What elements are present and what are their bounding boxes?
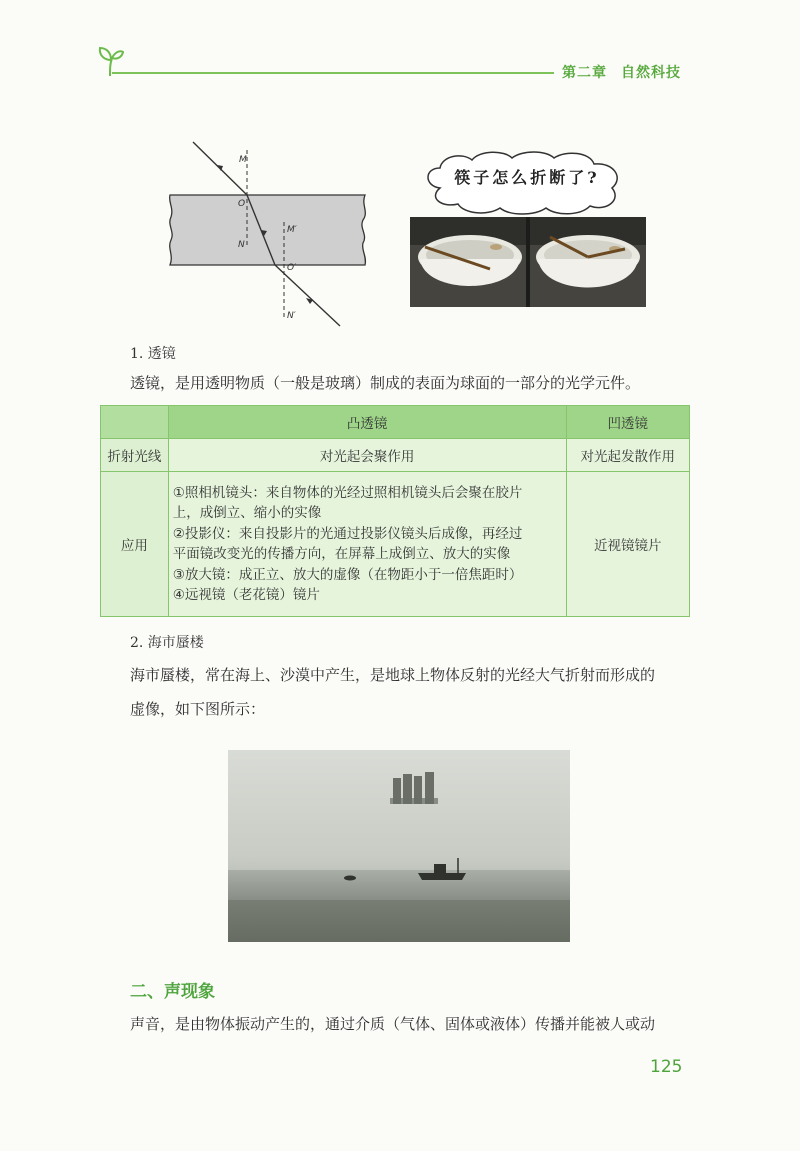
row-label-refraction: 折射光线 [101,439,169,472]
mirage-heading: 2. 海市蜃楼 [130,635,204,651]
application-line: 平面镜改变光的传播方向，在屏幕上成倒立、放大的实像 [172,546,511,562]
mirage-photo [228,750,570,942]
label-o-prime: O′ [287,263,297,273]
lens-table [100,405,690,617]
chopstick-bowls-photo [410,217,646,307]
table-row-application [101,472,690,617]
lens-intro: 透镜，是用透明物质（一般是玻璃）制成的表面为球面的一部分的光学元件。 [130,374,641,392]
label-o: O [238,199,246,209]
header-divider [112,72,554,74]
chopstick-caption: 筷子怎么折断了? [454,168,600,187]
chapter-title: 自然科技 [621,65,681,81]
header-concave: 凹透镜 [566,406,689,439]
refraction-diagram [165,140,370,330]
application-concave: 近视镜镜片 [566,472,689,617]
mirage-text-line2: 虚像，如下图所示： [130,700,266,718]
application-line: ④远视镜（老花镜）镜片 [172,587,320,603]
row-label-application: 应用 [101,472,169,617]
page-number: 125 [650,1057,683,1077]
application-convex [168,472,566,617]
table-row-refraction [101,439,690,472]
application-line: ①照相机镜头：来自物体的光经过照相机镜头后会聚在胶片 [172,484,523,501]
header-convex: 凸透镜 [168,406,566,439]
refraction-convex: 对光起会聚作用 [168,439,566,472]
application-line: ②投影仪：来自投影片的光通过投影仪镜头后成像，再经过 [172,525,523,542]
chapter-number: 第二章 [562,65,607,81]
label-n-prime: N′ [287,311,296,321]
table-corner [101,406,169,439]
label-n: N [238,240,245,250]
refraction-concave: 对光起发散作用 [566,439,689,472]
application-line: 上，成倒立、缩小的实像 [172,505,322,521]
label-m: M [239,155,247,165]
section-title-sound: 二、声现象 [130,982,215,1002]
mirage-text-line1: 海市蜃楼，常在海上、沙漠中产生，是地球上物体反射的光经大气折射而形成的 [130,666,656,684]
lens-heading: 1. 透镜 [130,346,176,362]
sound-text-line1: 声音，是由物体振动产生的，通过介质（气体、固体或液体）传播并能被人或动 [130,1015,656,1033]
application-line: ③放大镜：成正立、放大的虚像（在物距小于一倍焦距时） [172,566,523,583]
chapter-label [562,62,695,82]
table-header-row [101,406,690,439]
label-m-prime: M′ [287,225,297,235]
